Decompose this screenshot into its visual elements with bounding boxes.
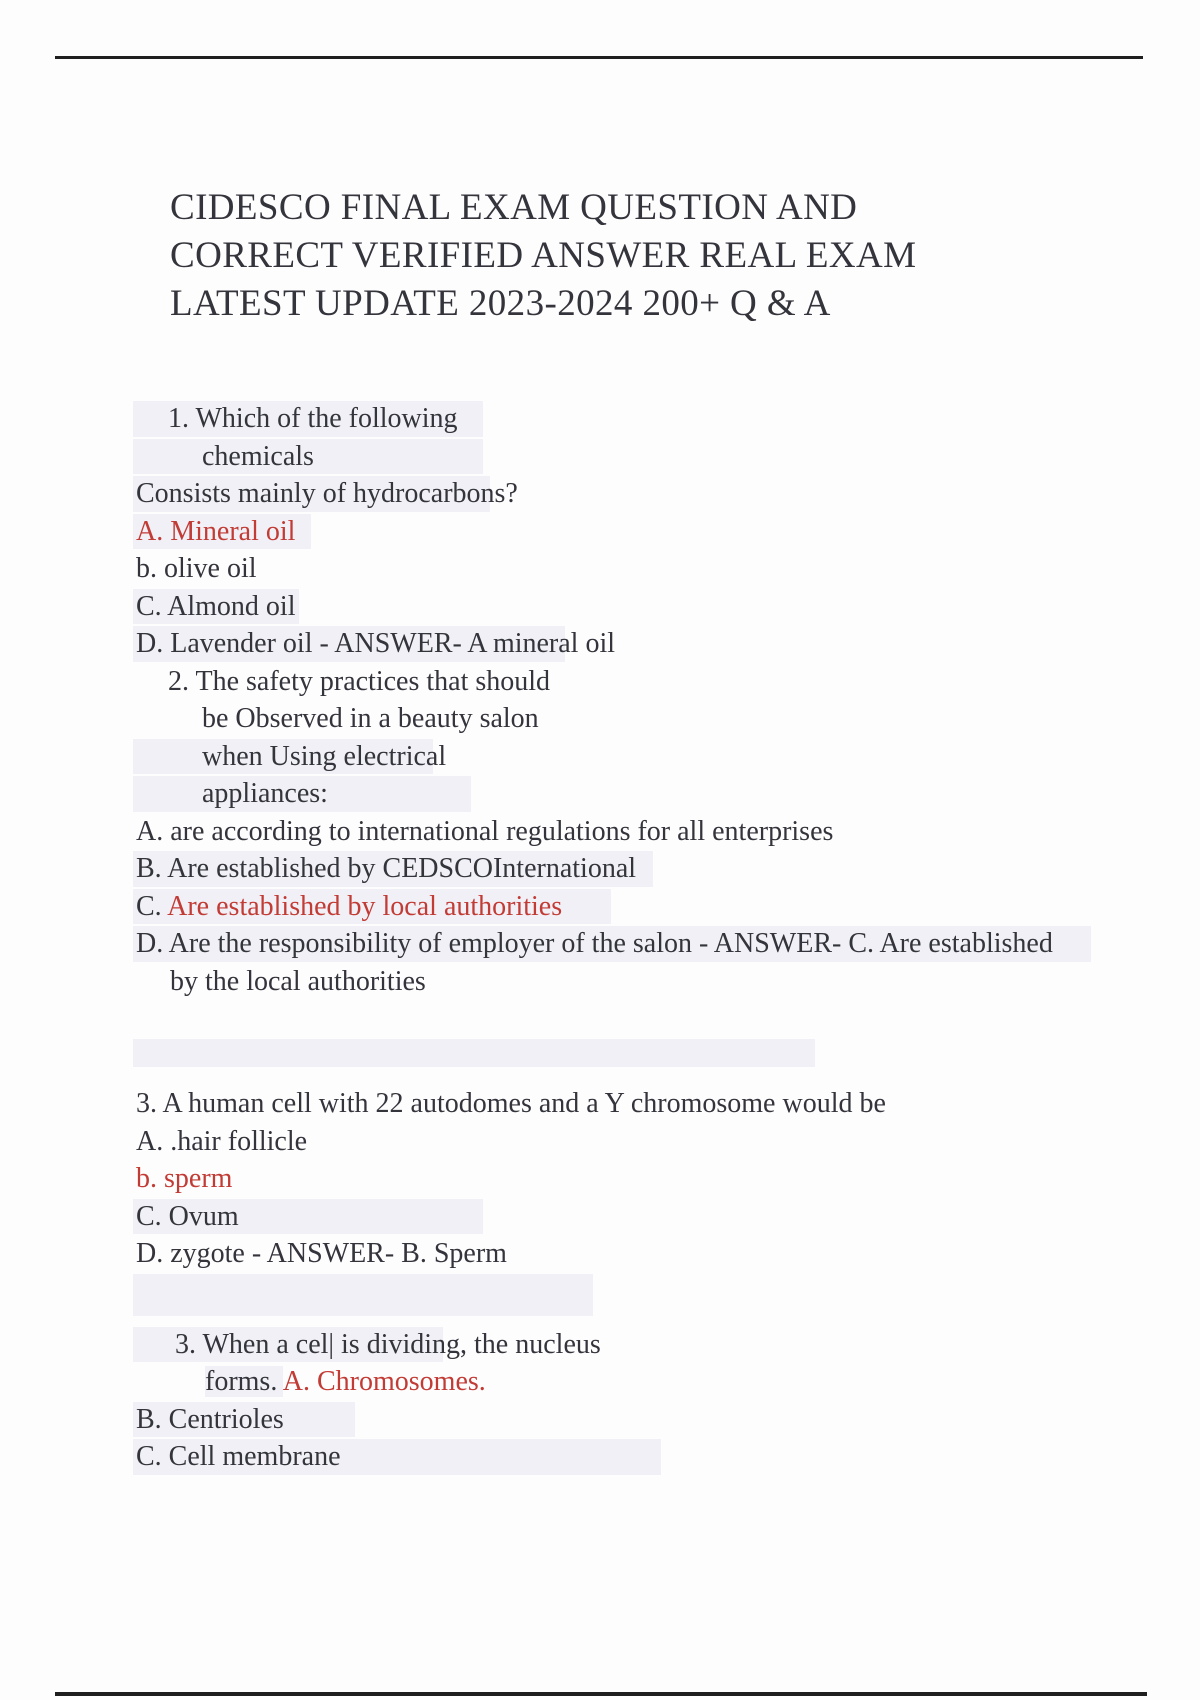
q2-stem-line-4: [0, 775, 1200, 813]
q1-option-a: [0, 513, 1200, 551]
q1-option-b: [0, 550, 1200, 588]
q4-option-c: [0, 1438, 1200, 1476]
q2-option-c: [0, 888, 1200, 926]
empty-highlight-block: [0, 1273, 1200, 1317]
q2-stem-line-2: [0, 700, 1200, 738]
q2-option-d-line-1: [0, 925, 1200, 963]
q1-option-a-text: A. Mineral oil: [136, 515, 296, 547]
q2-option-c-text: [136, 888, 562, 926]
q3-option-d-text: D. zygote - ANSWER- B. Sperm: [136, 1238, 507, 1269]
q2-option-a: [0, 813, 1200, 851]
title-line-3: LATEST UPDATE 2023-2024 200+ Q & A: [170, 283, 831, 324]
q2-option-c-answer: Are established by local authorities: [167, 890, 563, 922]
q3-option-d: [0, 1235, 1200, 1273]
q1-option-b-text: b. olive oil: [136, 553, 257, 584]
q1-option-d-text: D. Lavender oil - ANSWER- A mineral oil: [136, 628, 616, 659]
q3-option-c: [0, 1198, 1200, 1236]
q1-stem-line-3: [0, 475, 1200, 513]
q2-option-b-text: B. Are established by CEDSCOInternational: [136, 853, 637, 884]
q4-stem-answer: A. Chromosomes.: [282, 1366, 486, 1397]
q4-option-c-text: C. Cell membrane: [136, 1441, 341, 1472]
vertical-gap: [0, 1317, 1200, 1326]
q2-stem-line-1: [0, 663, 1200, 701]
document-title: [170, 184, 916, 328]
q4-stem-line-1: [0, 1326, 1200, 1364]
q1-stem-text-3: Consists mainly of hydrocarbons?: [136, 478, 518, 509]
vertical-gap: [0, 1000, 1200, 1038]
highlight-band: [133, 1274, 593, 1316]
document-body: [0, 400, 1200, 1476]
q3-stem: [0, 1085, 1200, 1123]
q3-option-c-text: C. Ovum: [136, 1200, 239, 1232]
q2-option-c-prefix: C.: [136, 890, 168, 922]
q1-stem-line-2: [0, 438, 1200, 476]
q4-stem-line-2: [0, 1363, 1200, 1401]
q3-option-a: [0, 1123, 1200, 1161]
bottom-horizontal-rule: [55, 1692, 1147, 1696]
q4-stem-text-1: 3. When a cel| is dividing, the nucleus: [175, 1328, 601, 1360]
q4-stem-prefix: forms.: [205, 1366, 283, 1397]
highlight-band: [133, 1039, 815, 1067]
q2-stem-text-3: when Using electrical: [202, 740, 447, 772]
empty-highlight-block: [0, 1038, 1200, 1068]
q4-option-b-text: B. Centrioles: [136, 1403, 284, 1435]
q3-option-a-text: A. .hair follicle: [136, 1125, 308, 1157]
q2-option-d-text-2: by the local authorities: [170, 965, 426, 997]
q1-option-c: [0, 588, 1200, 626]
q1-option-d: [0, 625, 1200, 663]
title-line-1: CIDESCO FINAL EXAM QUESTION AND: [170, 187, 858, 228]
q1-stem-text-1: 1. Which of the following: [168, 403, 458, 434]
q1-option-c-text: C. Almond oil: [136, 590, 296, 622]
q2-option-b: [0, 850, 1200, 888]
top-horizontal-rule: [55, 56, 1143, 59]
q3-option-b: [0, 1160, 1200, 1198]
title-line-2: CORRECT VERIFIED ANSWER REAL EXAM: [170, 235, 917, 276]
q1-stem-line-1: [0, 400, 1200, 438]
q2-stem-text-2: be Observed in a beauty salon: [202, 703, 539, 734]
q2-option-d-line-2: [0, 963, 1200, 1001]
q4-option-b: [0, 1401, 1200, 1439]
q3-stem-text: 3. A human cell with 22 autodomes and a Y chromosome would be: [136, 1088, 886, 1119]
q2-stem-text-4: appliances:: [202, 778, 328, 809]
q2-stem-line-3: [0, 738, 1200, 776]
q4-stem-text-2: [205, 1363, 486, 1401]
q1-stem-text-2: chemicals: [202, 440, 314, 472]
q2-option-d-text-1: D. Are the responsibility of employer of the salon - ANSWER- C. Are established: [136, 928, 1053, 959]
q2-stem-text-1: 2. The safety practices that should: [168, 665, 551, 697]
q3-option-b-text: b. sperm: [136, 1163, 233, 1194]
vertical-gap: [0, 1068, 1200, 1085]
q2-option-a-text: A. are according to international regulations for all enterprises: [136, 815, 834, 847]
